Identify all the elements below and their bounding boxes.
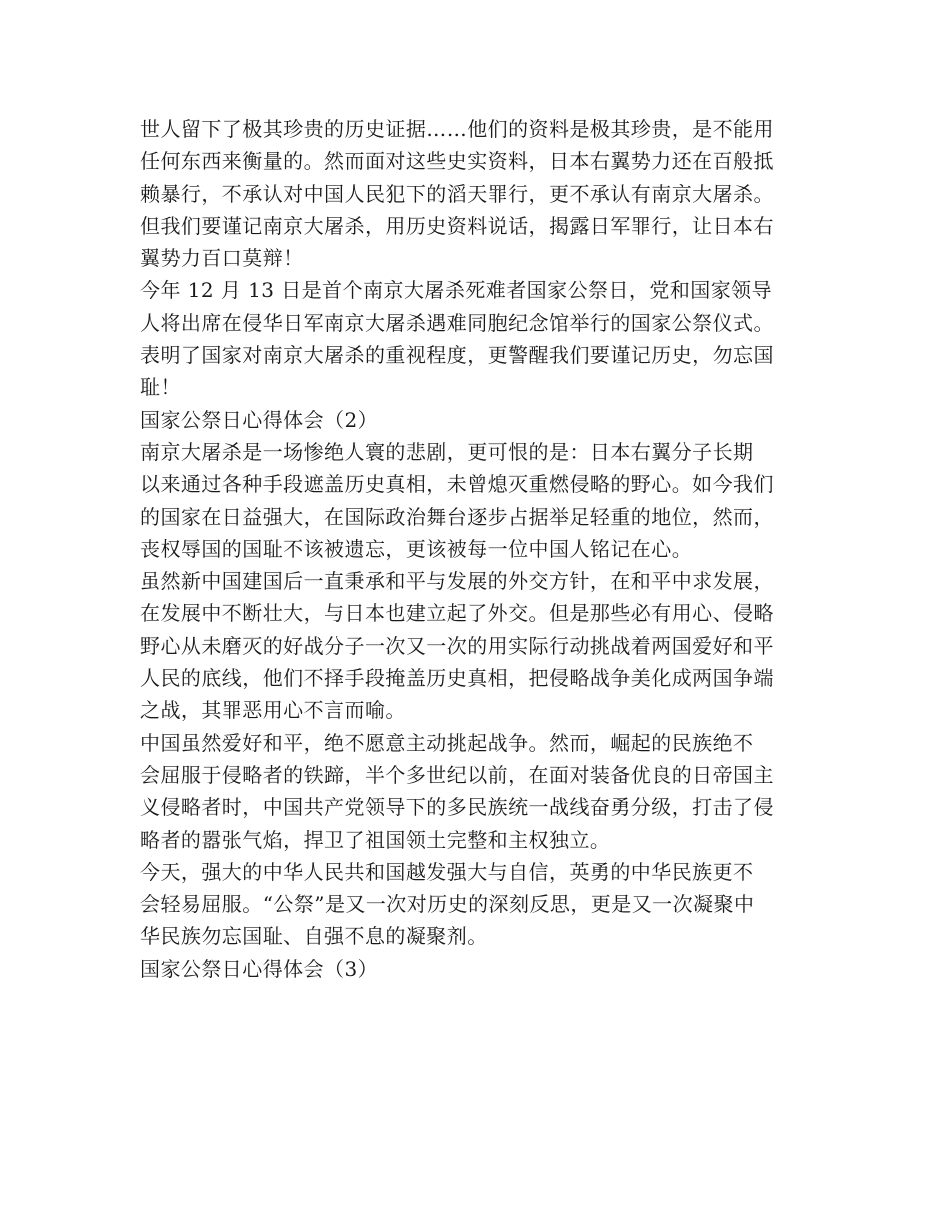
text-line: 人民的底线，他们不择手段掩盖历史真相，把侵略战争美化成两国争端 — [140, 666, 774, 691]
text-line: 任何东西来衡量的。然而面对这些史实资料，日本右翼势力还在百般抵 — [140, 149, 774, 174]
text-line: 华民族勿忘国耻、自强不息的凝聚剂。 — [140, 924, 488, 949]
section-heading: 国家公祭日心得体会（3） — [140, 956, 379, 981]
text-line: 会屈服于侵略者的铁蹄，半个多世纪以前，在面对装备优良的日帝国主 — [140, 762, 774, 787]
text-line: 在发展中不断壮大，与日本也建立起了外交。但是那些必有用心、侵略 — [140, 601, 774, 626]
text-line: 人将出席在侵华日军南京大屠杀遇难同胞纪念馆举行的国家公祭仪式。 — [140, 310, 774, 335]
text-line: 丧权辱国的国耻不该被遗忘，更该被每一位中国人铭记在心。 — [140, 536, 693, 561]
text-line: 以来通过各种手段遮盖历史真相，未曾熄灭重燃侵略的野心。如今我们 — [140, 472, 774, 497]
text-line: 之战，其罪恶用心不言而喻。 — [140, 698, 406, 723]
text-line: 会轻易屈服。“公祭”是又一次对历史的深刻反思，更是又一次凝聚中 — [140, 892, 755, 917]
text-line: 耻！ — [140, 375, 181, 400]
document-body — [140, 113, 812, 985]
text-line: 赖暴行，不承认对中国人民犯下的滔天罪行，更不承认有南京大屠杀。 — [140, 181, 774, 206]
text-line: 南京大屠杀是一场惨绝人寰的悲剧，更可恨的是：日本右翼分子长期 — [140, 439, 754, 464]
text-line: 今年 12 月 13 日是首个南京大屠杀死难者国家公祭日，党和国家领导 — [140, 278, 773, 303]
text-line: 翼势力百口莫辩！ — [140, 246, 304, 271]
text-line: 的国家在日益强大，在国际政治舞台逐步占据举足轻重的地位，然而， — [140, 504, 774, 529]
text-line: 今天，强大的中华人民共和国越发强大与自信，英勇的中华民族更不 — [140, 859, 754, 884]
text-line: 略者的嚣张气焰，捍卫了祖国领土完整和主权独立。 — [140, 827, 611, 852]
text-line: 世人留下了极其珍贵的历史证据……他们的资料是极其珍贵，是不能用 — [140, 117, 774, 141]
text-line: 但我们要谨记南京大屠杀，用历史资料说话，揭露日军罪行，让日本右 — [140, 213, 774, 238]
text-line: 表明了国家对南京大屠杀的重视程度，更警醒我们要谨记历史，勿忘国 — [140, 343, 774, 368]
text-line: 义侵略者时，中国共产党领导下的多民族统一战线奋勇分级，打击了侵 — [140, 795, 774, 820]
section-heading: 国家公祭日心得体会（2） — [140, 407, 379, 432]
text-line: 中国虽然爱好和平，绝不愿意主动挑起战争。然而，崛起的民族绝不 — [140, 730, 754, 755]
text-line: 虽然新中国建国后一直秉承和平与发展的外交方针，在和平中求发展， — [140, 569, 774, 594]
text-line: 野心从未磨灭的好战分子一次又一次的用实际行动挑战着两国爱好和平 — [140, 633, 774, 658]
